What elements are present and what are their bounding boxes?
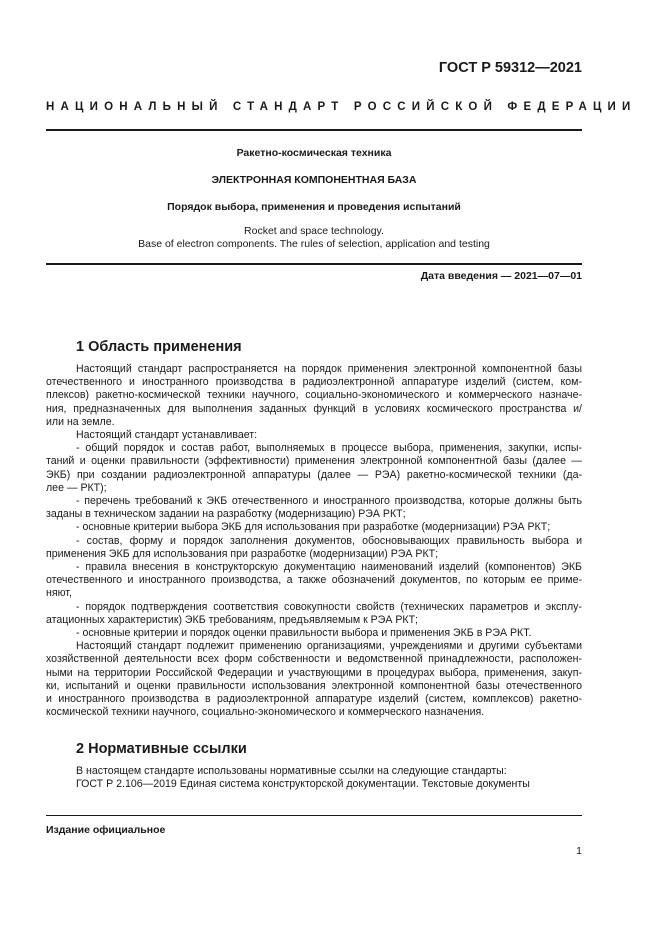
section-1-heading: 1 Область применения [76,339,242,355]
text-line: В настоящем стандарте использованы нормативные ссылки на следующие стандарты: [76,765,507,777]
header-rule [46,129,582,131]
text-line: отечественного и иностранного производства, а также обозначений документов, по которым ее приме- [46,574,582,587]
text-line: Настоящий стандарт распространяется на порядок применения электронной компонентной базы [76,363,582,375]
national-standard-title: НАЦИОНАЛЬНЫЙ СТАНДАРТ РОССИЙСКОЙ ФЕДЕРАЦИИ [46,101,637,113]
text-line: ными на территории Российской Федерации и участвующими в процедурах выбора, применения, закуп- [46,666,582,679]
text-line: - общий порядок и состав работ, выполняемых в процессе выбора, применения, закупки, испы- [76,442,582,455]
text-line: применения ЭКБ для использования при разработке (модернизации) РЭА РКТ; [46,547,439,560]
text-line: атационных характеристик) ЭКБ требованиям, предъявляемым к РЭА РКТ; [46,613,418,626]
text-line: ГОСТ Р 2.106—2019 Единая система конструкторской документации. Текстовые документы [76,778,530,791]
english-title-line-1: Rocket and space technology. [244,225,384,237]
text-line: няют, [46,587,72,600]
text-line: отечественного и иностранного производства в радиоэлектронной аппаратуре изделий (систем, ком- [46,376,582,389]
text-line: космической техники научного, социально-экономического и коммерческого назначения. [46,706,485,719]
introduction-date: Дата введения — 2021—07—01 [420,270,582,282]
text-line: и иностранного производства в радиоэлектронной аппаратуре изделий (систем, комплексов) ракетно- [46,693,582,706]
footer-rule [46,815,582,816]
text-line: или на земле. [46,415,115,428]
text-line: Настоящий стандарт устанавливает: [76,429,258,442]
title-name: ЭЛЕКТРОННАЯ КОМПОНЕНТНАЯ БАЗА [211,174,417,186]
page-number: 1 [576,845,582,857]
standard-number: ГОСТ Р 59312—2021 [438,60,582,76]
text-line: заданы в техническом задании на разработку (модернизацию) РЭА РКТ; [46,508,406,521]
title-rule [46,263,582,265]
text-line: ЭКБ) при создании радиоэлектронной аппаратуры (далее — РЭА) ракетно-космической техники (да- [46,468,582,481]
text-line: плексов) ракетно-космической техники научного, социально-экономического и коммерческого назначе- [46,389,582,402]
section-1-body [46,363,582,719]
section-2-body [46,765,582,791]
official-edition-label: Издание официальное [46,824,166,836]
text-line: Настоящий стандарт подлежит применению организациями, учреждениями и другими субъектами [76,640,582,653]
text-line: таний и оценки правильности (эффективности) применения электронной компонентной базы (далее — [46,455,582,468]
english-title-line-2: Base of electron components. The rules of selection, application and testing [138,238,490,250]
text-line: ки, испытаний и оценки правильности использования электронной компонентной базы отечественного [46,679,582,692]
title-subject: Ракетно-космическая техника [236,147,392,159]
text-line: - перечень требований к ЭКБ отечественного и иностранного производства, которые должны быть [76,495,582,508]
text-line: ния, предназначенных для выполнения заданных функций в условиях космического пространства и/ [46,402,582,415]
text-line: лее — РКТ); [46,481,107,494]
text-line: - порядок подтверждения соответствия совокупности свойств (технических параметров и эксплу- [76,600,582,613]
text-line: - основные критерии выбора ЭКБ для использования при разработке (модернизации) РЭА РКТ; [76,521,551,534]
section-2-heading: 2 Нормативные ссылки [76,741,247,757]
text-line: - состав, форму и порядок заполнения документов, обосновывающих правильность выбора и [76,534,582,547]
text-line: - правила внесения в конструкторскую документацию наименований изделий (компонентов) ЭКБ [76,561,582,574]
text-line: хозяйственной деятельности всех форм собственности и ведомственной принадлежности, расположен- [46,653,582,666]
title-subtitle: Порядок выбора, применения и проведения испытаний [167,201,461,213]
text-line: - основные критерии и порядок оценки правильности выбора и применения ЭКБ в РЭА РКТ. [76,627,532,640]
